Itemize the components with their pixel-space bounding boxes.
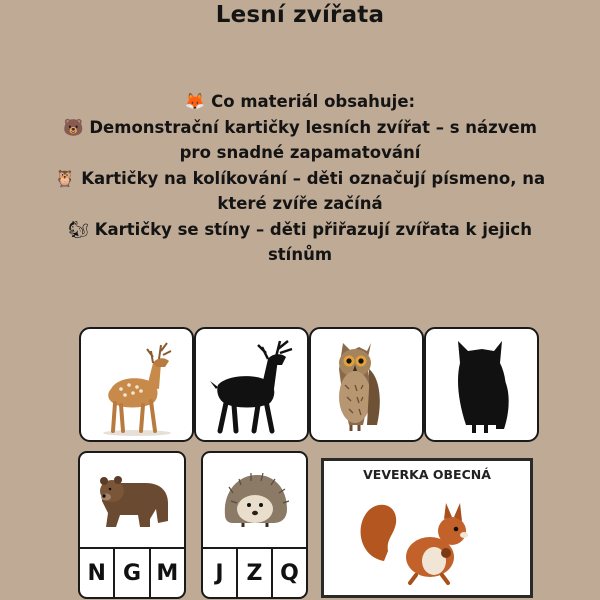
bear-image: [80, 453, 184, 547]
animal-name-label: VEVERKA OBECNÁ: [363, 467, 491, 482]
squirrel-image: [324, 461, 530, 595]
squirrel-name-card: [321, 458, 533, 598]
deer-photo-card: [79, 327, 194, 442]
letter-row: [80, 547, 184, 597]
deer-image: [81, 329, 192, 440]
description-item-3-line1: Kartičky se stíny – děti přiřazují zvířata k jejich: [94, 219, 532, 239]
description-item-1-line2: pro snadné zapamatování: [179, 143, 421, 162]
letter-option[interactable]: G: [115, 549, 150, 597]
page-title: Lesní zvířata: [215, 2, 385, 28]
deer-shadow-card: [194, 327, 309, 442]
owl-icon: 🦉: [54, 168, 76, 188]
description-heading-text: Co materiál obsahuje:: [211, 92, 416, 111]
description-item-2-line2: které zvíře začíná: [217, 194, 383, 213]
description-item-2: [30, 166, 570, 192]
bear-icon: 🐻: [63, 117, 84, 137]
squirrel-icon: 🐿: [68, 219, 89, 239]
hedgehog-letter-card: [201, 451, 308, 599]
bear-letter-card: [78, 451, 186, 599]
description-item-3-line2: stínům: [267, 245, 333, 264]
description-item-1-line1: Demonstrační kartičky lesních zvířat – s názvem: [89, 117, 537, 137]
letter-row: [203, 547, 306, 597]
letter-option[interactable]: N: [80, 549, 115, 597]
deer-shadow-image: [196, 329, 307, 440]
letter-option[interactable]: Z: [238, 549, 273, 597]
letter-option[interactable]: M: [156, 560, 179, 586]
letter-option[interactable]: Q: [280, 560, 299, 586]
description-item-3: [30, 217, 570, 243]
hedgehog-image: [203, 453, 306, 547]
owl-shadow-card: [424, 327, 539, 442]
fox-icon: 🦊: [184, 92, 206, 111]
description-item-2-line1: Kartičky na kolíkování – děti označují písmeno, na: [81, 168, 546, 188]
description: [30, 89, 570, 268]
owl-image: [311, 329, 422, 440]
letter-option[interactable]: J: [203, 549, 238, 597]
description-item-1: [30, 115, 570, 141]
owl-photo-card: [309, 327, 424, 442]
owl-shadow-image: [426, 329, 537, 440]
description-heading: [30, 89, 570, 115]
